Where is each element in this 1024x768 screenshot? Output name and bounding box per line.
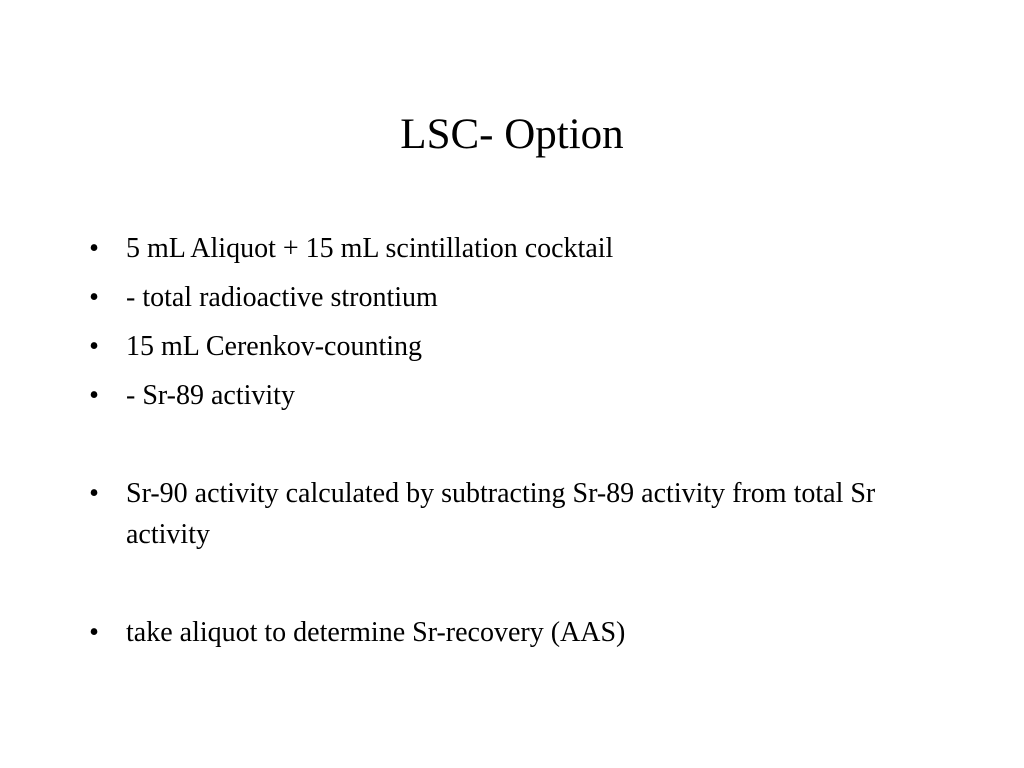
bullet-text: 5 mL Aliquot + 15 mL scintillation cocktail: [126, 233, 614, 264]
bullet-marker: •: [89, 478, 99, 509]
bullet-marker: •: [89, 282, 99, 313]
slide-title: LSC- Option: [400, 111, 624, 158]
bullet-text: 15 mL Cerenkov-counting: [126, 331, 423, 362]
bullet-item: [84, 612, 954, 653]
bullet-item: [84, 228, 954, 269]
bullet-text: - Sr-89 activity: [126, 380, 295, 411]
bullet-item: [84, 326, 954, 367]
bullet-text: take aliquot to determine Sr-recovery (AAS): [126, 617, 626, 648]
bullet-marker: •: [89, 233, 99, 264]
bullet-item: [84, 375, 954, 416]
bullet-text: - total radioactive strontium: [126, 282, 438, 313]
bullet-item: [84, 473, 954, 555]
bullet-text: Sr-90 activity calculated by subtracting Sr-89 activity from total Sr activity: [126, 478, 876, 550]
bullet-item: [84, 277, 954, 318]
bullet-marker: •: [89, 380, 99, 411]
bullet-marker: •: [89, 617, 99, 648]
bullet-list: [84, 228, 954, 661]
bullet-marker: •: [89, 331, 99, 362]
